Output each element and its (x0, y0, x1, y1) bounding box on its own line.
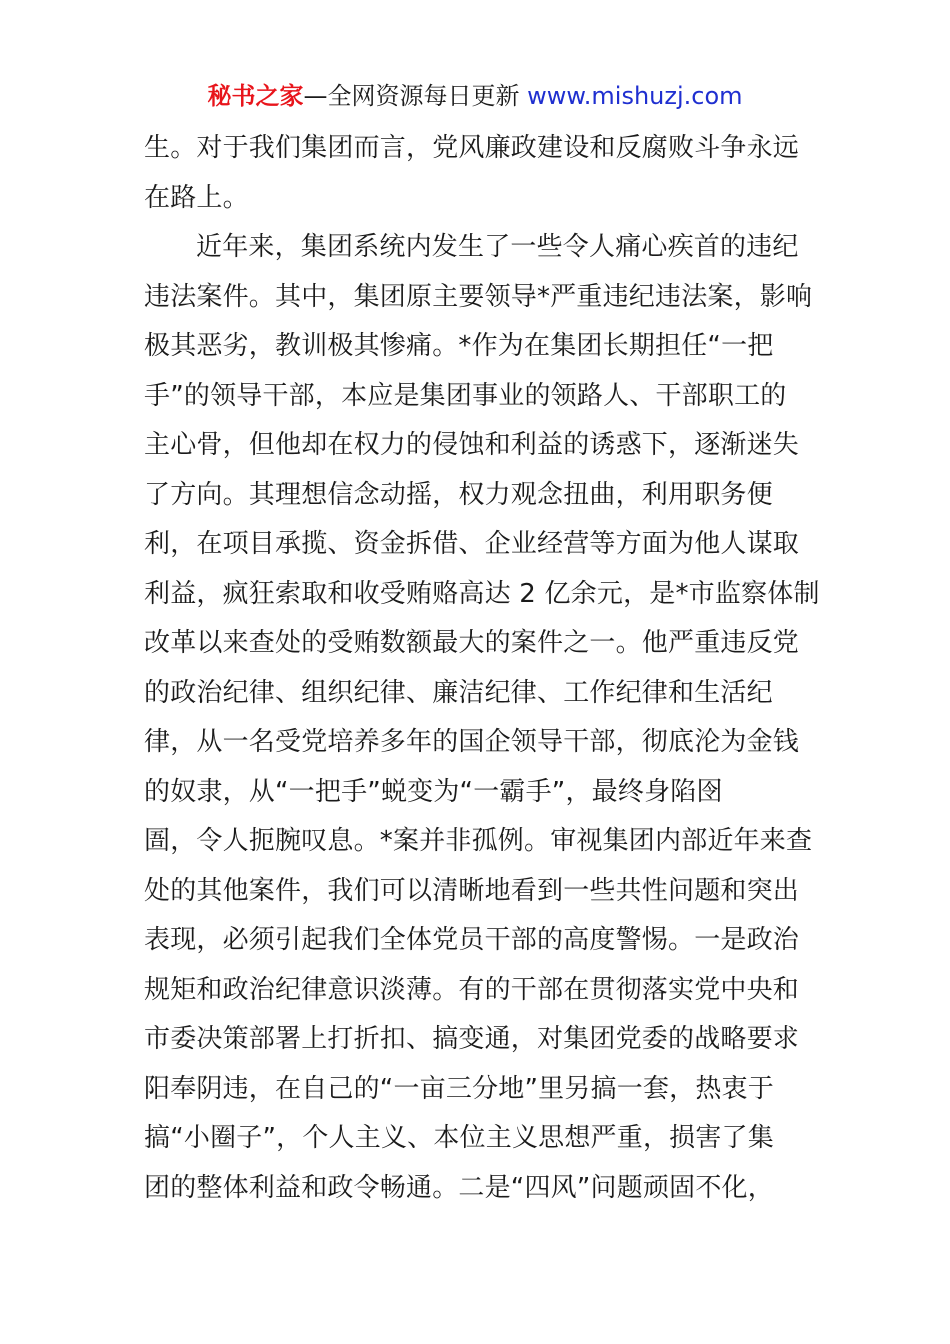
site-url-link[interactable]: www.mishuzj.com (527, 82, 743, 110)
text-line: 表现，必须引起我们全体党员干部的高度警惕。一是政治 (144, 925, 800, 955)
text-line: 市委决策部署上打折扣、搞变通，对集团党委的战略要求 (144, 1024, 800, 1054)
text-line: 规矩和政治纪律意识淡薄。有的干部在贯彻落实党中央和 (144, 974, 800, 1005)
text-line: 生。对于我们集团而言，党风廉政建设和反腐败斗争永远 (144, 133, 800, 163)
header-tagline: —全网资源每日更新 (303, 82, 520, 110)
text-line: 改革以来查处的受贿数额最大的案件之一。他严重违反党 (144, 628, 800, 658)
text-line: 圄，令人扼腕叹息。*案并非孤例。审视集团内部近年来查 (144, 826, 813, 856)
text-line: 手”的领导干部，本应是集团事业的领路人、干部职工的 (144, 380, 787, 411)
text-line: 极其恶劣，教训极其惨痛。*作为在集团长期担任“一把 (144, 331, 774, 361)
text-line: 的政治纪律、组织纪律、廉洁纪律、工作纪律和生活纪 (144, 677, 773, 708)
text-line: 搞“小圈子”，个人主义、本位主义思想严重，损害了集 (144, 1123, 774, 1153)
text-line: 阳奉阴违，在自己的“一亩三分地”里另搞一套，热衷于 (144, 1073, 774, 1104)
text-line: 违法案件。其中，集团原主要领导*严重违纪违法案，影响 (144, 281, 813, 312)
text-line: 律，从一名受党培养多年的国企领导干部，彻底沦为金钱 (144, 727, 800, 757)
text-line: 了方向。其理想信念动摇，权力观念扭曲，利用职务便 (144, 479, 773, 510)
text-line: 主心骨，但他却在权力的侵蚀和利益的诱惑下，逐渐迷失 (144, 430, 800, 460)
text-line: 利益，疯狂索取和收受贿赂高达 2 亿余元，是*市监察体制 (144, 578, 820, 609)
page-header (0, 80, 950, 112)
text-line: 利，在项目承揽、资金拆借、企业经营等方面为他人谋取 (144, 529, 800, 559)
brand-name: 秘书之家 (207, 82, 304, 110)
text-line: 在路上。 (144, 182, 249, 213)
text-line: 团的整体利益和政令畅通。二是“四风”问题顽固不化， (144, 1172, 774, 1203)
document-body (144, 124, 820, 1213)
paragraph-start-line: 近年来，集团系统内发生了一些令人痛心疾首的违纪 (196, 232, 799, 262)
text-line: 处的其他案件，我们可以清晰地看到一些共性问题和突出 (144, 875, 800, 906)
text-line: 的奴隶，从“一把手”蜕变为“一霸手”，最终身陷囹 (144, 776, 723, 807)
